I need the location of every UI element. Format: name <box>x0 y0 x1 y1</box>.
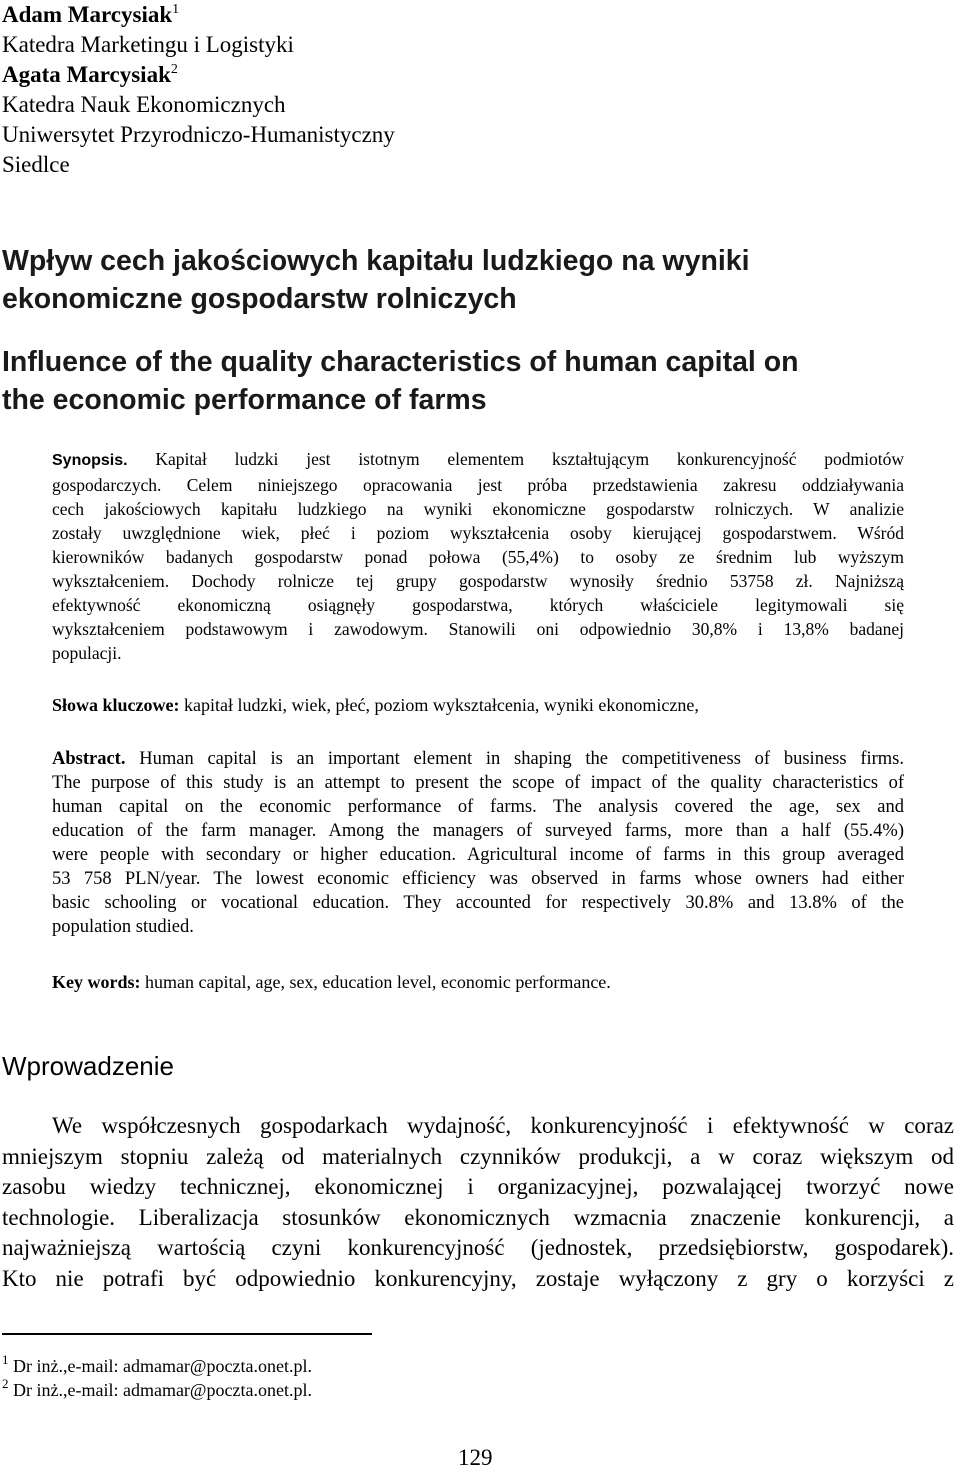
text-line: cech jakościowych kapitału ludzkiego na wyniki ekonomiczne gospodarstw rolniczych. W analizie <box>52 499 904 519</box>
page-number: 129 <box>458 1445 493 1470</box>
text-line: human capital on the economic performance of farms. The analysis covered the age, sex and <box>52 797 904 817</box>
title-line: Influence of the quality characteristics of human capital on <box>2 346 799 378</box>
text-line: najważniejszą wartością czyni konkurencyjność (jednostek, przedsiębiorstw, gospodarek). <box>2 1235 954 1260</box>
text-line: gospodarczych. Celem niniejszego opracowania jest próba przedstawienia zakresu oddziaływania <box>52 475 904 495</box>
title-line: ekonomiczne gospodarstw rolniczych <box>2 283 517 315</box>
keywords-label: Słowa kluczowe: <box>52 695 180 715</box>
footnote-mark: 1 <box>172 2 180 17</box>
university: Uniwersytet Przyrodniczo-Humanistyczny <box>2 122 395 147</box>
text-line: technologie. Liberalizacja stosunków ekonomicznych wzmacnia znaczenie konkurencji, a <box>2 1204 954 1230</box>
text-line: zasobu wiedzy technicznej, ekonomicznej i organizacyjnej, pozwalającej tworzyć nowe <box>2 1174 954 1199</box>
keywords-text: human capital, age, sex, education level, economic performance. <box>140 972 611 992</box>
text-line: Kto nie potrafi być odpowiednio konkurencyjny, zostaje wyłączony z gry o korzyści z <box>2 1265 954 1291</box>
text-line: mniejszym stopniu zależą od materialnych czynników produkcji, a w coraz większym od <box>2 1143 954 1169</box>
synopsis-text: Kapitał ludzki jest istotnym elementem kształtującym konkurencyjność podmiotów <box>127 449 904 469</box>
city: Siedlce <box>2 152 70 177</box>
section-heading: Wprowadzenie <box>2 1051 174 1081</box>
author-name: Agata Marcysiak <box>2 62 171 87</box>
keywords-label: Key words: <box>52 972 141 992</box>
keywords-text: kapitał ludzki, wiek, płeć, poziom wykształcenia, wyniki ekonomiczne, <box>179 695 699 715</box>
author-unit: Katedra Nauk Ekonomicznych <box>2 92 286 117</box>
abstract <box>52 747 904 939</box>
text-line <box>52 447 904 473</box>
intro-paragraph <box>2 1111 954 1294</box>
text-line: wykształceniem podstawowym i zawodowym. Stanowili oni odpowiednio 30,8% i 13,8% badanej <box>52 619 904 639</box>
text-line: education of the farm manager. Among the managers of surveyed farms, more than a half (55.4%) <box>52 821 904 841</box>
title-line: the economic performance of farms <box>2 384 487 416</box>
footnote-text: Dr inż.,e-mail: admamar@poczta.onet.pl. <box>8 1380 312 1400</box>
author-1 <box>2 0 395 30</box>
footnote <box>2 1378 312 1402</box>
text-line: kierowników badanych gospodarstw ponad połowa (55,4%) to osoby ze średnim lub wyższym <box>52 547 904 567</box>
text-line: were people with secondary or higher education. Agricultural income of farms in this group averaged <box>52 845 904 865</box>
footnote-separator <box>2 1333 372 1335</box>
title-english <box>2 343 799 419</box>
text-line: zostały uwzględnione wiek, płeć i poziom wykształcenia osoby kierującej gospodarstwem. Wśród <box>52 523 904 543</box>
author-block <box>2 0 395 180</box>
footnotes <box>2 1354 312 1402</box>
keywords-english <box>52 970 611 994</box>
text-line: populacji. <box>52 643 122 663</box>
author-unit: Katedra Marketingu i Logistyki <box>2 32 294 57</box>
footnote-text: Dr inż.,e-mail: admamar@poczta.onet.pl. <box>8 1356 312 1376</box>
author-name: Adam Marcysiak <box>2 2 173 27</box>
text-line: population studied. <box>52 917 194 937</box>
title-line: Wpływ cech jakościowych kapitału ludzkiego na wyniki <box>2 245 750 277</box>
footnote-mark: 2 <box>2 1376 9 1391</box>
text-line <box>52 747 904 771</box>
synopsis <box>52 447 904 665</box>
text-line: efektywność ekonomiczną osiągnęły gospodarstwa, których właściciele legitymowali się <box>52 595 904 615</box>
abstract-label: Abstract. <box>52 749 126 769</box>
footnote <box>2 1354 312 1378</box>
title-polish <box>2 242 750 318</box>
keywords-polish <box>52 693 699 717</box>
footnote-mark: 1 <box>2 1352 9 1367</box>
text-line: wykształceniem. Dochody rolnicze tej grupy gospodarstw wynosiły średnio 53758 zł. Najniższą <box>52 571 904 591</box>
synopsis-label: Synopsis. <box>52 452 128 469</box>
author-2 <box>2 60 395 90</box>
text-line: 53 758 PLN/year. The lowest economic efficiency was observed in farms whose owners had either <box>52 869 904 889</box>
footnote-mark: 2 <box>170 62 178 77</box>
text-line: The purpose of this study is an attempt to present the scope of impact of the quality characteristics of <box>52 773 904 793</box>
text-line: basic schooling or vocational education. They accounted for respectively 30.8% and 13.8% of the <box>52 893 904 913</box>
text-line: We współczesnych gospodarkach wydajność, konkurencyjność i efektywność w coraz <box>52 1113 954 1138</box>
abstract-text: Human capital is an important element in shaping the competitiveness of business firms. <box>125 749 904 769</box>
